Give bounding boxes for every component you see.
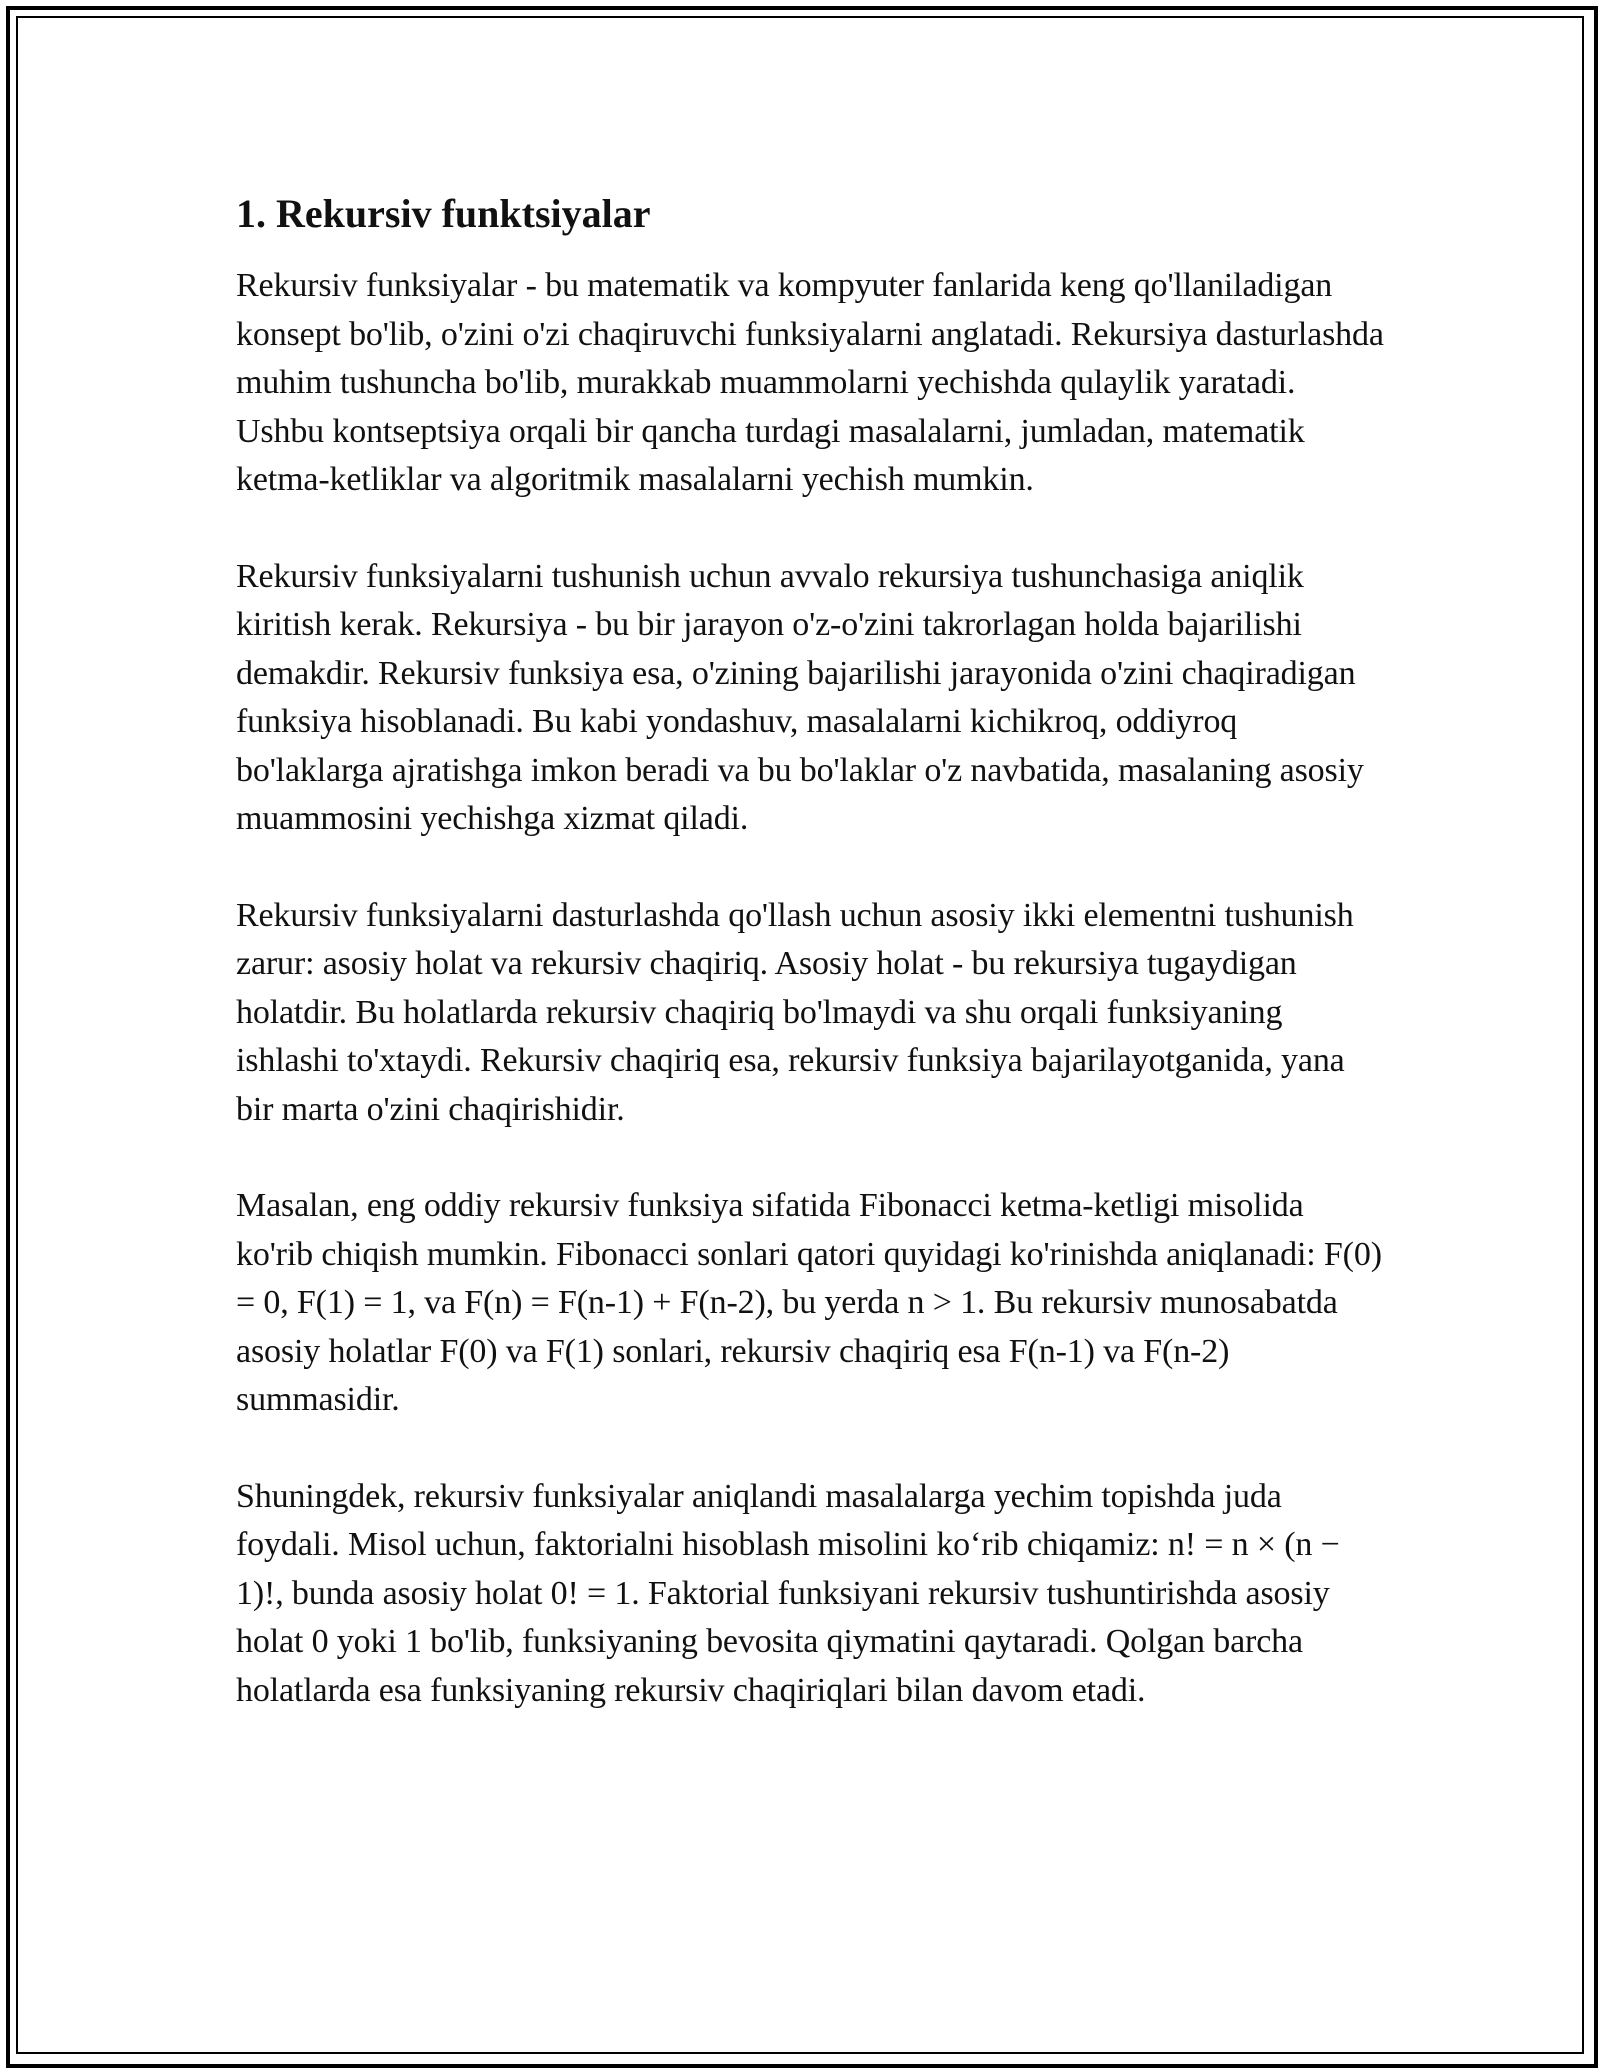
- section-heading: 1. Rekursiv funktsiyalar: [236, 191, 651, 236]
- paragraph-elements: Rekursiv funksiyalarni dasturlashda qo'llash uchun asosiy ikki elementni tushunish zarur: asosiy holat va rekursiv chaqiriq. Asosiy holat - bu rekursiya tugaydigan holatdir. Bu holatlarda rekursiv chaqiriq bo'lmaydi va shu orqali funksiyaning ishlashi to'xtaydi. Rekursiv chaqiriq esa, rekursiv funksiya bajarilayotganida, yana bir marta o'zini chaqirishidir.: [236, 896, 1354, 1128]
- paragraph-factorial: Shuningdek, rekursiv funksiyalar aniqlandi masalalarga yechim topishda juda foydali. Misol uchun, faktorialni hisoblash misolini ko‘rib chiqamiz: n! = n × (n − 1)!, bunda asosiy holat 0! = 1. Faktorial funksiyani rekursiv tushuntirishda asosiy holat 0 yoki 1 bo'lib, funksiyaning bevosita qiymatini qaytaradi. Qolgan barcha holatlarda esa funksiyaning rekursiv chaqiriqlari bilan davom etadi.: [236, 1477, 1340, 1709]
- paragraph-list: [236, 262, 1386, 1715]
- paragraph-intro: Rekursiv funksiyalar - bu matematik va kompyuter fanlarida keng qo'llaniladigan konsept bo'lib, o'zini o'zi chaqiruvchi funksiyalarni anglatadi. Rekursiya dasturlashda muhim tushuncha bo'lib, murakkab muammolarni yechishda qulaylik yaratadi. Ushbu kontseptsiya orqali bir qancha turdagi masalalarni, jumladan, matematik ketma-ketliklar va algoritmik masalalarni yechish mumkin.: [236, 267, 1384, 498]
- paragraph-fibonacci: Masalan, eng oddiy rekursiv funksiya sifatida Fibonacci ketma-ketligi misolida ko'rib chiqish mumkin. Fibonacci sonlari qatori quyidagi ko'rinishda aniqlanadi: F(0) = 0, F(1) = 1, va F(n) = F(n-1) + F(n-2), bu yerda n > 1. Bu rekursiv munosabatda asosiy holatlar F(0) va F(1) sonlari, rekursiv chaqiriq esa F(n-1) va F(n-2) summasidir.: [236, 1187, 1382, 1418]
- document-body: [236, 188, 1386, 1763]
- paragraph-definition: Rekursiv funksiyalarni tushunish uchun avvalo rekursiya tushunchasiga aniqlik kiritish kerak. Rekursiya - bu bir jarayon o'z-o'zini takrorlagan holda bajarilishi demakdir. Rekursiv funksiya esa, o'zining bajarilishi jarayonida o'zini chaqiradigan funksiya hisoblanadi. Bu kabi yondashuv, masalalarni kichikroq, oddiyroq bo'laklarga ajratishga imkon beradi va bu bo'laklar o'z navbatida, masalaning asosiy muammosini yechishga xizmat qiladi.: [236, 557, 1364, 837]
